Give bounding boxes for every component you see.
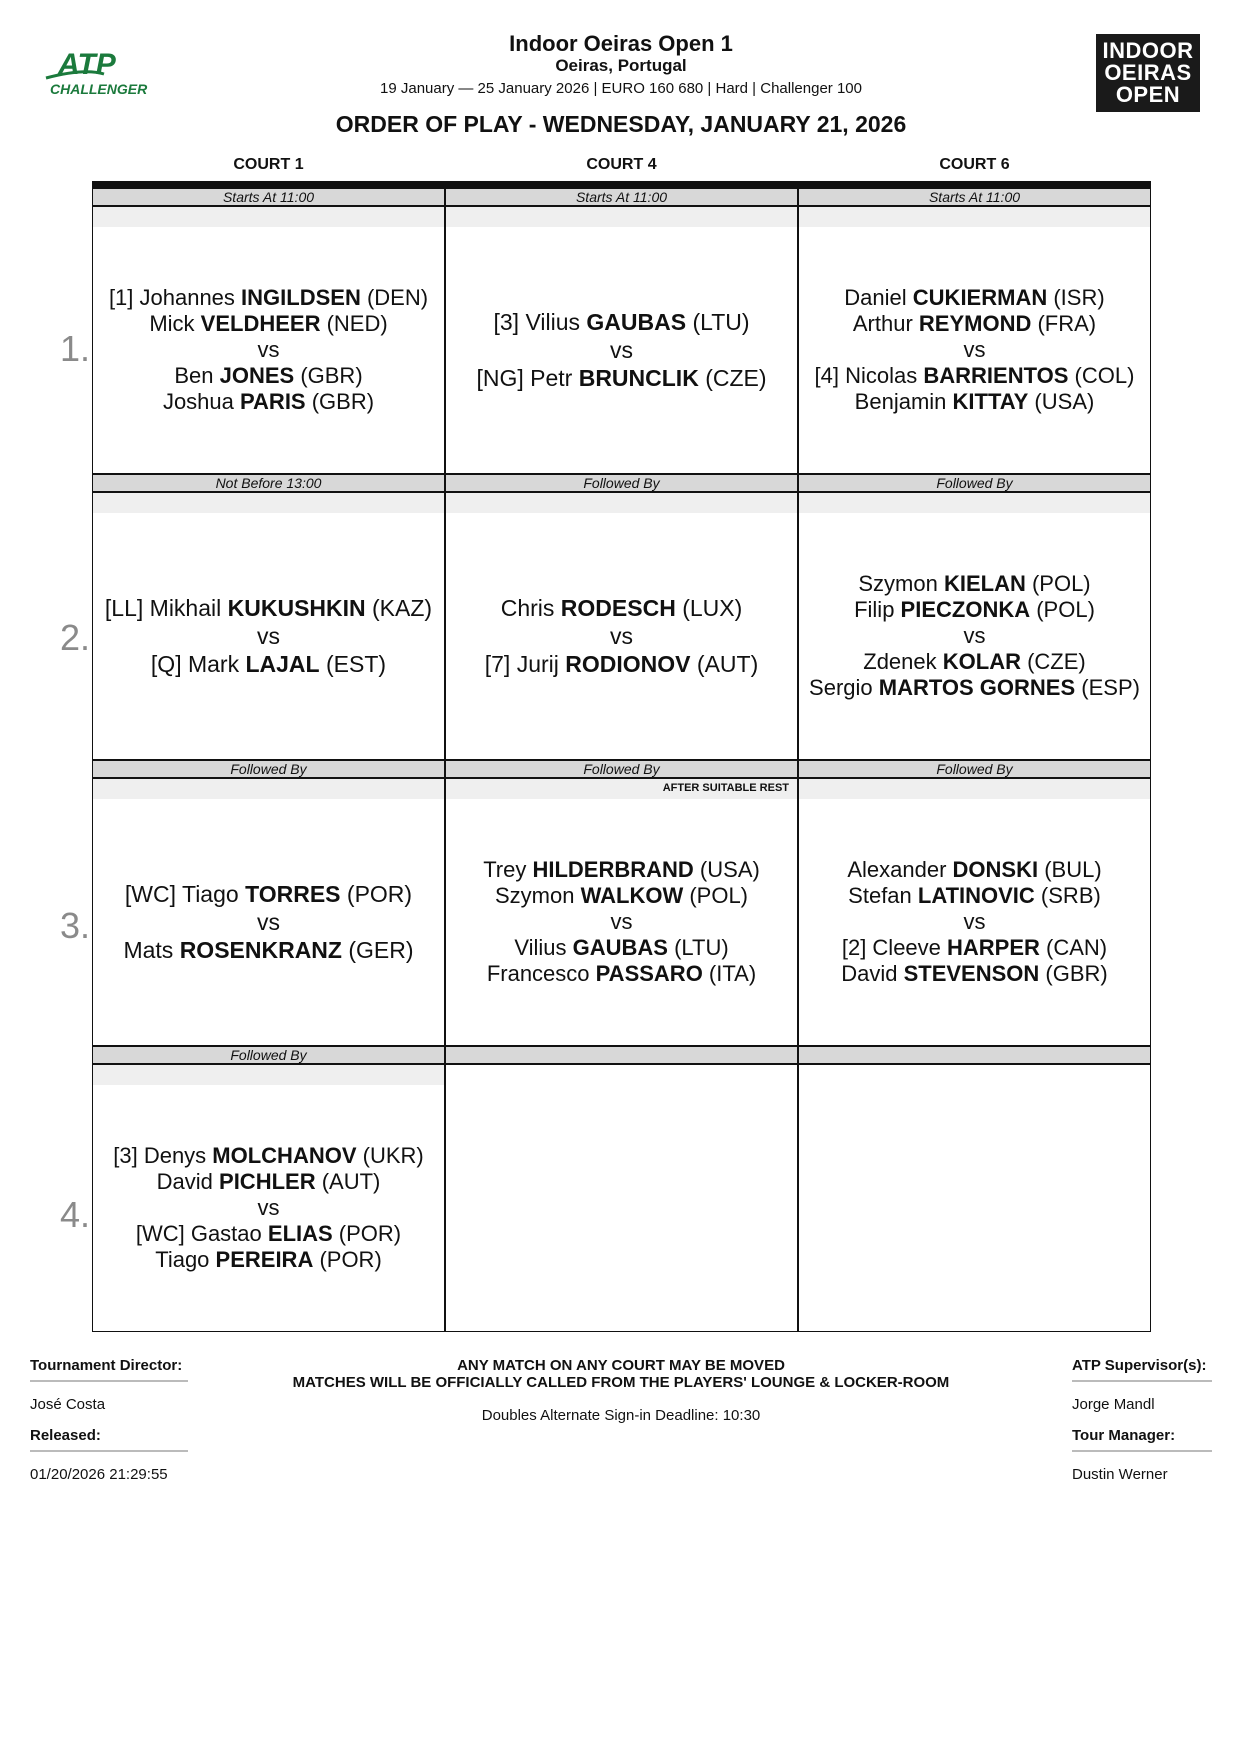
versus-label: [964, 623, 986, 649]
player-line: [109, 285, 428, 311]
player-prefix: Filip: [854, 597, 901, 622]
player-prefix: vs: [610, 337, 633, 363]
player-country: (LUX): [675, 595, 743, 621]
player-surname: MARTOS GORNES: [878, 675, 1076, 700]
signin-deadline: Doubles Alternate Sign-in Deadline: 10:30: [481, 1407, 761, 1424]
schedule-grid: [92, 181, 1151, 1332]
court-label: COURT 6: [939, 156, 1010, 173]
notice-move: ANY MATCH ON ANY COURT MAY BE MOVED: [457, 1357, 785, 1374]
player-prefix: [Q] Mark: [150, 651, 246, 677]
player-line: [853, 311, 1096, 337]
versus-label: [258, 337, 280, 363]
timing-strip: Starts At 11:00: [93, 189, 444, 207]
player-country: (KAZ): [365, 595, 433, 621]
player-prefix: [LL] Mikhail: [104, 595, 228, 621]
match-players: [93, 227, 444, 473]
match-cell: [445, 474, 798, 760]
player-surname: LATINOVIC: [917, 883, 1035, 908]
notice-called: MATCHES WILL BE OFFICIALLY CALLED FROM THE PLAYERS' LOUNGE & LOCKER-ROOM: [292, 1374, 950, 1391]
court-label: COURT 1: [233, 156, 304, 173]
player-prefix: Szymon: [494, 883, 581, 908]
player-line: [125, 880, 412, 908]
timing-strip: [799, 1047, 1150, 1065]
player-line: [174, 363, 362, 389]
player-line: [863, 649, 1085, 675]
versus-label: [258, 1195, 280, 1221]
player-country: (LTU): [667, 935, 729, 960]
player-surname: REYMOND: [918, 311, 1032, 336]
manager-label: Tour Manager:: [1072, 1427, 1176, 1444]
player-surname: CUKIERMAN: [912, 285, 1048, 310]
player-country: (COL): [1068, 363, 1135, 388]
player-line: [113, 1143, 423, 1169]
player-line: [485, 650, 758, 678]
player-country: (BUL): [1038, 857, 1102, 882]
cell-band: [446, 779, 797, 799]
player-prefix: Trey: [483, 857, 533, 882]
player-surname: BARRIENTOS: [923, 363, 1069, 388]
versus-label: [964, 337, 986, 363]
player-country: (AUT): [690, 651, 759, 677]
player-line: [155, 1247, 382, 1273]
player-surname: BRUNCLIK: [578, 365, 699, 391]
match-cell: [92, 188, 445, 474]
player-line: [123, 936, 413, 964]
player-prefix: vs: [610, 623, 633, 649]
player-surname: RODESCH: [560, 595, 676, 621]
schedule-row: [92, 760, 1151, 1046]
match-cell: [798, 760, 1151, 1046]
player-country: (USA): [693, 857, 760, 882]
player-prefix: David: [841, 961, 904, 986]
player-line: [815, 363, 1135, 389]
divider: [1072, 1450, 1212, 1452]
player-country: (NED): [320, 311, 388, 336]
logo-line: OEIRAS: [1104, 60, 1192, 85]
player-surname: KITTAY: [952, 389, 1029, 414]
player-surname: HILDERBRAND: [532, 857, 694, 882]
cell-band: [799, 493, 1150, 513]
player-country: (POR): [332, 1221, 402, 1246]
player-prefix: [WC] Tiago: [124, 881, 246, 907]
match-players: [446, 227, 797, 473]
player-prefix: vs: [257, 337, 280, 362]
tournament-location: Oeiras, Portugal: [555, 56, 687, 75]
divider: [30, 1450, 188, 1452]
player-country: (POR): [340, 881, 413, 907]
player-country: (ISR): [1047, 285, 1105, 310]
cell-band: [93, 207, 444, 227]
logo-line: OPEN: [1115, 82, 1181, 107]
row-number: 3.: [60, 905, 91, 946]
player-line: [163, 389, 374, 415]
match-players: [799, 513, 1150, 759]
match-cell: [445, 760, 798, 1046]
timing-strip: Followed By: [93, 1047, 444, 1065]
player-country: (SRB): [1034, 883, 1101, 908]
player-prefix: vs: [963, 337, 986, 362]
cell-band: [93, 1065, 444, 1085]
match-players: [799, 227, 1150, 473]
player-prefix: Zdenek: [863, 649, 943, 674]
player-prefix: [3] Vilius: [493, 309, 587, 335]
player-line: [487, 961, 756, 987]
player-prefix: [7] Jurij: [484, 651, 566, 677]
match-cell: [92, 1046, 445, 1332]
row-number: 4.: [60, 1193, 91, 1235]
player-country: (GBR): [294, 363, 363, 388]
player-line: [495, 883, 748, 909]
player-prefix: Sergio: [809, 675, 879, 700]
cell-band: [446, 493, 797, 513]
player-surname: GAUBAS: [572, 935, 668, 960]
player-country: (GBR): [305, 389, 375, 414]
player-prefix: Ben: [174, 363, 220, 388]
player-surname: RODIONOV: [565, 651, 691, 677]
player-surname: PEREIRA: [215, 1247, 314, 1272]
supervisor-label: ATP Supervisor(s):: [1072, 1357, 1207, 1374]
director-label: Tournament Director:: [30, 1357, 183, 1374]
player-surname: PIECZONKA: [900, 597, 1031, 622]
row-number: 2.: [60, 616, 91, 658]
player-prefix: Daniel: [844, 285, 913, 310]
player-line: [854, 597, 1095, 623]
player-country: (POL): [1030, 597, 1095, 622]
player-line: [514, 935, 728, 961]
logo-challenger-word: CHALLENGER: [50, 81, 148, 97]
player-prefix: Joshua: [162, 389, 240, 414]
player-prefix: vs: [257, 623, 280, 649]
match-cell: [92, 760, 445, 1046]
player-prefix: vs: [963, 623, 986, 648]
player-surname: KIELAN: [943, 571, 1026, 596]
player-country: (ESP): [1075, 675, 1140, 700]
player-surname: PASSARO: [595, 961, 703, 986]
player-country: (CZE): [698, 365, 767, 391]
player-country: (AUT): [315, 1169, 381, 1194]
player-surname: PARIS: [240, 389, 306, 414]
director-name: José Costa: [30, 1396, 106, 1413]
cell-band: [93, 779, 444, 799]
order-of-play-title: ORDER OF PLAY - WEDNESDAY, JANUARY 21, 2026: [335, 111, 907, 137]
player-prefix: [WC] Gastao: [135, 1221, 268, 1246]
player-country: (POR): [313, 1247, 382, 1272]
player-prefix: Tiago: [155, 1247, 216, 1272]
player-line: [105, 594, 432, 622]
player-prefix: [1] Johannes: [108, 285, 242, 310]
player-surname: PICHLER: [219, 1169, 316, 1194]
player-prefix: [2] Cleeve: [841, 935, 948, 960]
player-surname: JONES: [219, 363, 295, 388]
match-cell: [798, 474, 1151, 760]
player-country: (UKR): [356, 1143, 424, 1168]
player-surname: MOLCHANOV: [212, 1143, 357, 1168]
match-players: [799, 1065, 1150, 1331]
player-prefix: Arthur: [852, 311, 919, 336]
supervisor-name: Jorge Mandl: [1072, 1396, 1155, 1413]
match-cell: [445, 1046, 798, 1332]
timing-strip: Followed By: [799, 761, 1150, 779]
player-prefix: [4] Nicolas: [814, 363, 924, 388]
court-label: COURT 4: [586, 156, 657, 173]
player-line: [809, 675, 1140, 701]
match-cell: [798, 1046, 1151, 1332]
player-line: [501, 594, 743, 622]
player-surname: VELDHEER: [200, 311, 321, 336]
player-country: (CZE): [1020, 649, 1086, 674]
player-prefix: Szymon: [858, 571, 944, 596]
schedule-row: [92, 474, 1151, 760]
player-surname: KUKUSHKIN: [227, 595, 366, 621]
player-country: (GBR): [1039, 961, 1108, 986]
timing-strip: [446, 1047, 797, 1065]
schedule-row: [92, 188, 1151, 474]
player-line: [858, 571, 1090, 597]
timing-strip: Followed By: [446, 475, 797, 493]
match-players: [799, 799, 1150, 1045]
player-surname: GAUBAS: [586, 309, 687, 335]
player-country: (POL): [683, 883, 749, 908]
player-surname: STEVENSON: [903, 961, 1040, 986]
player-prefix: Stefan: [848, 883, 918, 908]
timing-strip: Starts At 11:00: [799, 189, 1150, 207]
player-prefix: Benjamin: [854, 389, 953, 414]
schedule-row: [92, 1046, 1151, 1332]
player-surname: KOLAR: [942, 649, 1021, 674]
timing-strip: Followed By: [93, 761, 444, 779]
player-country: (DEN): [360, 285, 429, 310]
player-line: [157, 1169, 381, 1195]
rest-note: AFTER SUITABLE REST: [662, 782, 789, 794]
player-prefix: Alexander: [847, 857, 953, 882]
player-surname: INGILDSEN: [241, 285, 361, 310]
player-line: [476, 364, 766, 392]
versus-label: [610, 336, 633, 364]
match-players: [93, 1085, 444, 1331]
player-surname: ROSENKRANZ: [179, 937, 342, 963]
logo-atp-word: ATP: [58, 48, 116, 81]
player-line: [841, 961, 1108, 987]
versus-label: [257, 622, 280, 650]
footer-right: [1072, 1357, 1212, 1497]
logo-line: INDOOR: [1102, 38, 1194, 63]
player-prefix: [NG] Petr: [476, 365, 579, 391]
player-line: [151, 650, 386, 678]
match-players: [446, 1065, 797, 1331]
player-country: (POL): [1025, 571, 1091, 596]
player-line: [493, 308, 749, 336]
player-surname: HARPER: [947, 935, 1040, 960]
match-players: [93, 513, 444, 759]
versus-label: [964, 909, 986, 935]
match-cell: [445, 188, 798, 474]
player-country: (EST): [319, 651, 387, 677]
player-prefix: Chris: [500, 595, 561, 621]
versus-label: [611, 909, 633, 935]
player-country: (CAN): [1039, 935, 1108, 960]
match-cell: [92, 474, 445, 760]
player-surname: ELIAS: [267, 1221, 333, 1246]
player-prefix: Mick: [149, 311, 201, 336]
manager-name: Dustin Werner: [1072, 1466, 1168, 1483]
player-country: (FRA): [1031, 311, 1097, 336]
player-prefix: Vilius: [514, 935, 573, 960]
player-surname: WALKOW: [580, 883, 684, 908]
match-players: [446, 799, 797, 1045]
player-prefix: vs: [257, 1195, 280, 1220]
versus-label: [610, 622, 633, 650]
divider: [1072, 1380, 1212, 1382]
player-country: (LTU): [686, 309, 750, 335]
player-line: [847, 857, 1101, 883]
player-line: [483, 857, 760, 883]
player-country: (ITA): [702, 961, 757, 986]
timing-strip: Starts At 11:00: [446, 189, 797, 207]
cell-band: [799, 207, 1150, 227]
player-prefix: vs: [257, 909, 280, 935]
tournament-title: Indoor Oeiras Open 1: [509, 31, 733, 56]
player-line: [842, 935, 1107, 961]
cell-band: [446, 207, 797, 227]
player-country: (USA): [1028, 389, 1095, 414]
match-players: [446, 513, 797, 759]
player-surname: TORRES: [245, 881, 341, 907]
court-header-row: [92, 156, 1151, 174]
player-line: [855, 389, 1095, 415]
player-prefix: [3] Denys: [113, 1143, 213, 1168]
player-prefix: vs: [963, 909, 986, 934]
player-line: [844, 285, 1104, 311]
player-prefix: vs: [610, 909, 633, 934]
player-line: [149, 311, 387, 337]
player-country: (GER): [341, 937, 414, 963]
versus-label: [257, 908, 280, 936]
player-surname: LAJAL: [245, 651, 320, 677]
cell-band: [93, 493, 444, 513]
player-prefix: Mats: [123, 937, 180, 963]
timing-strip: Followed By: [446, 761, 797, 779]
match-players: [93, 799, 444, 1045]
player-surname: DONSKI: [952, 857, 1039, 882]
player-line: [848, 883, 1101, 909]
tournament-info: 19 January — 25 January 2026 | EURO 160 680 | Hard | Challenger 100: [380, 80, 862, 97]
released-label: Released:: [30, 1427, 101, 1444]
row-number: 1.: [60, 328, 91, 369]
player-prefix: Francesco: [486, 961, 596, 986]
timing-strip: Not Before 13:00: [93, 475, 444, 493]
released-value: 01/20/2026 21:29:55: [30, 1466, 168, 1483]
player-prefix: David: [156, 1169, 220, 1194]
player-line: [136, 1221, 401, 1247]
timing-strip: Followed By: [799, 475, 1150, 493]
match-cell: [798, 188, 1151, 474]
cell-band: [799, 779, 1150, 799]
